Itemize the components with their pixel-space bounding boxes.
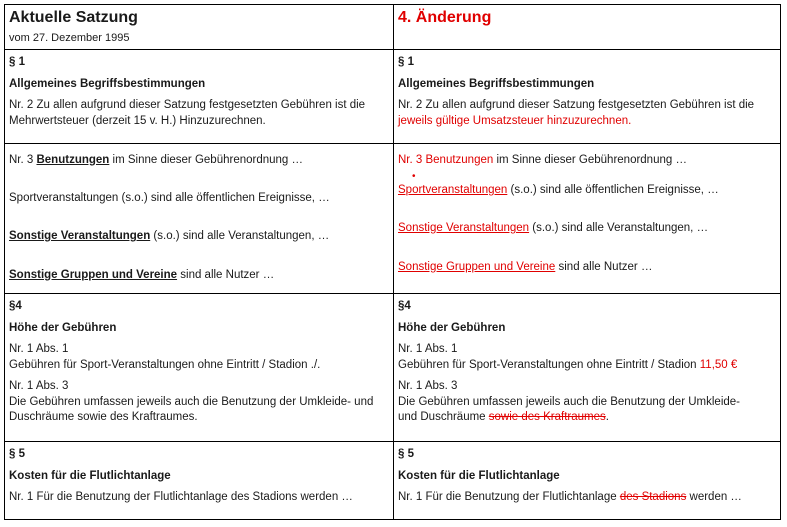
section-5-row xyxy=(5,442,781,520)
section-1-row xyxy=(5,50,781,144)
section-5-removed-text: des Stadions xyxy=(619,491,687,503)
section-4-heading-right: Höhe der Gebühren xyxy=(398,321,506,334)
nr3-line-left xyxy=(9,153,389,169)
section-1-number-left: § 1 xyxy=(9,56,25,68)
section-1-text-right-a: Nr. 2 Zu allen aufgrund dieser Satzung festgesetzten Gebühren ist die xyxy=(398,99,755,111)
section-5-right xyxy=(394,442,781,520)
section-1-text-left: Nr. 2 Zu allen aufgrund dieser Satzung festgesetzten Gebühren ist die Mehrwertsteuer (derzeit 15 v. H.) Hinzuzurechnen. xyxy=(9,99,366,127)
section-1-text-right xyxy=(398,98,776,129)
section-4-row xyxy=(5,294,781,442)
abs3-text-right-end: . xyxy=(605,411,609,423)
section-4-heading-left: Höhe der Gebühren xyxy=(9,321,117,334)
section-5-text-right xyxy=(398,490,776,506)
abs1-price: 11,50 € xyxy=(699,358,738,371)
section-4-number-left: §4 xyxy=(9,300,22,312)
sonstige-term-right: Sonstige Veranstaltungen xyxy=(398,222,530,234)
section-5-text-right-post: werden … xyxy=(686,491,742,503)
sport-line-left xyxy=(9,191,389,207)
gruppen-rest-right: sind alle Nutzer … xyxy=(555,260,653,273)
sonstige-term-left: Sonstige Veranstaltungen xyxy=(9,230,151,242)
section-5-number-right: § 5 xyxy=(398,448,414,460)
header-right-cell xyxy=(394,5,781,50)
section-4-left xyxy=(5,294,394,442)
abs1-label-right: Nr. 1 Abs. 1 xyxy=(398,343,458,355)
section-5-number-left: § 5 xyxy=(9,448,25,460)
section-1-right xyxy=(394,50,781,144)
sonstige-line-right xyxy=(398,221,776,237)
gruppen-line-right xyxy=(398,260,776,276)
section-5-heading-left: Kosten für die Flutlichtanlage xyxy=(9,469,171,482)
right-title: 4. Änderung xyxy=(398,9,492,26)
gruppen-term-left: Sonstige Gruppen und Vereine xyxy=(9,268,178,281)
section-5-text-left: Nr. 1 Für die Benutzung der Flutlichtanlage des Stadions werden … xyxy=(9,491,353,503)
section-5-heading-right: Kosten für die Flutlichtanlage xyxy=(398,469,560,482)
benutzungen-term-left: Benutzungen xyxy=(36,154,110,166)
sport-term-right: Sportveranstaltungen xyxy=(398,183,508,196)
abs1-label-left: Nr. 1 Abs. 1 xyxy=(9,343,69,355)
comparison-table xyxy=(4,4,781,520)
nr3-suffix-left: im Sinne dieser Gebührenordnung … xyxy=(109,154,304,166)
sport-term-left: Sportveranstaltungen xyxy=(9,191,119,204)
change-marker: • xyxy=(412,170,416,182)
gruppen-term-right: Sonstige Gruppen und Vereine xyxy=(398,260,556,273)
section-4-number-right: §4 xyxy=(398,300,411,312)
abs3-label-left: Nr. 1 Abs. 3 xyxy=(9,380,69,392)
section-5-text-right-pre: Nr. 1 Für die Benutzung der Flutlichtanlage xyxy=(398,491,620,503)
gruppen-line-left xyxy=(9,268,389,284)
nr3-changed-right: Nr. 3 Benutzungen xyxy=(398,154,494,166)
abs3-text-left: Die Gebühren umfassen jeweils auch die Benutzung der Umkleide- und Duschräume sowie des Kraftraumes. xyxy=(9,395,374,423)
nr3-suffix-right: im Sinne dieser Gebührenordnung … xyxy=(493,154,687,166)
definitions-left xyxy=(5,144,394,294)
definitions-row xyxy=(5,144,781,294)
sonstige-rest-left: (s.o.) sind alle Veranstaltungen, … xyxy=(150,230,330,242)
definitions-right xyxy=(394,144,781,294)
header-left-cell xyxy=(5,5,394,50)
sport-rest-left: (s.o.) sind alle öffentlichen Ereignisse, … xyxy=(118,191,330,204)
section-1-heading-left: Allgemeines Begriffsbestimmungen xyxy=(9,77,206,90)
sonstige-line-left xyxy=(9,229,389,245)
section-1-number-right: § 1 xyxy=(398,56,414,68)
section-4-right xyxy=(394,294,781,442)
abs3-text-right-b xyxy=(398,410,776,426)
left-subtitle: vom 27. Dezember 1995 xyxy=(9,32,130,44)
section-1-text-right-changed: jeweils gültige Umsatzsteuer hinzuzurechnen. xyxy=(398,114,632,127)
abs1-text-right-main: Gebühren für Sport-Veranstaltungen ohne Eintritt / Stadion xyxy=(398,358,700,371)
left-title: Aktuelle Satzung xyxy=(9,9,138,26)
abs3-label-right: Nr. 1 Abs. 3 xyxy=(398,380,458,392)
sport-line-right xyxy=(398,183,776,199)
sport-rest-right: (s.o.) sind alle öffentlichen Ereignisse, … xyxy=(507,183,719,196)
section-5-left xyxy=(5,442,394,520)
sonstige-rest-right: (s.o.) sind alle Veranstaltungen, … xyxy=(529,222,709,234)
header-row xyxy=(5,5,781,50)
section-1-left xyxy=(5,50,394,144)
gruppen-rest-left: sind alle Nutzer … xyxy=(177,268,275,281)
abs1-text-right xyxy=(398,358,776,374)
abs3-removed-text: sowie des Kraftraumes xyxy=(488,411,606,423)
nr3-prefix-left: Nr. 3 xyxy=(9,154,37,166)
abs3-text-right-a: Die Gebühren umfassen jeweils auch die Benutzung der Umkleide- xyxy=(398,395,740,408)
abs3-text-right-start: und Duschräume xyxy=(398,411,489,423)
nr3-line-right xyxy=(398,153,776,169)
abs1-text-left: Gebühren für Sport-Veranstaltungen ohne Eintritt / Stadion ./. xyxy=(9,358,321,371)
section-1-heading-right: Allgemeines Begriffsbestimmungen xyxy=(398,77,595,90)
